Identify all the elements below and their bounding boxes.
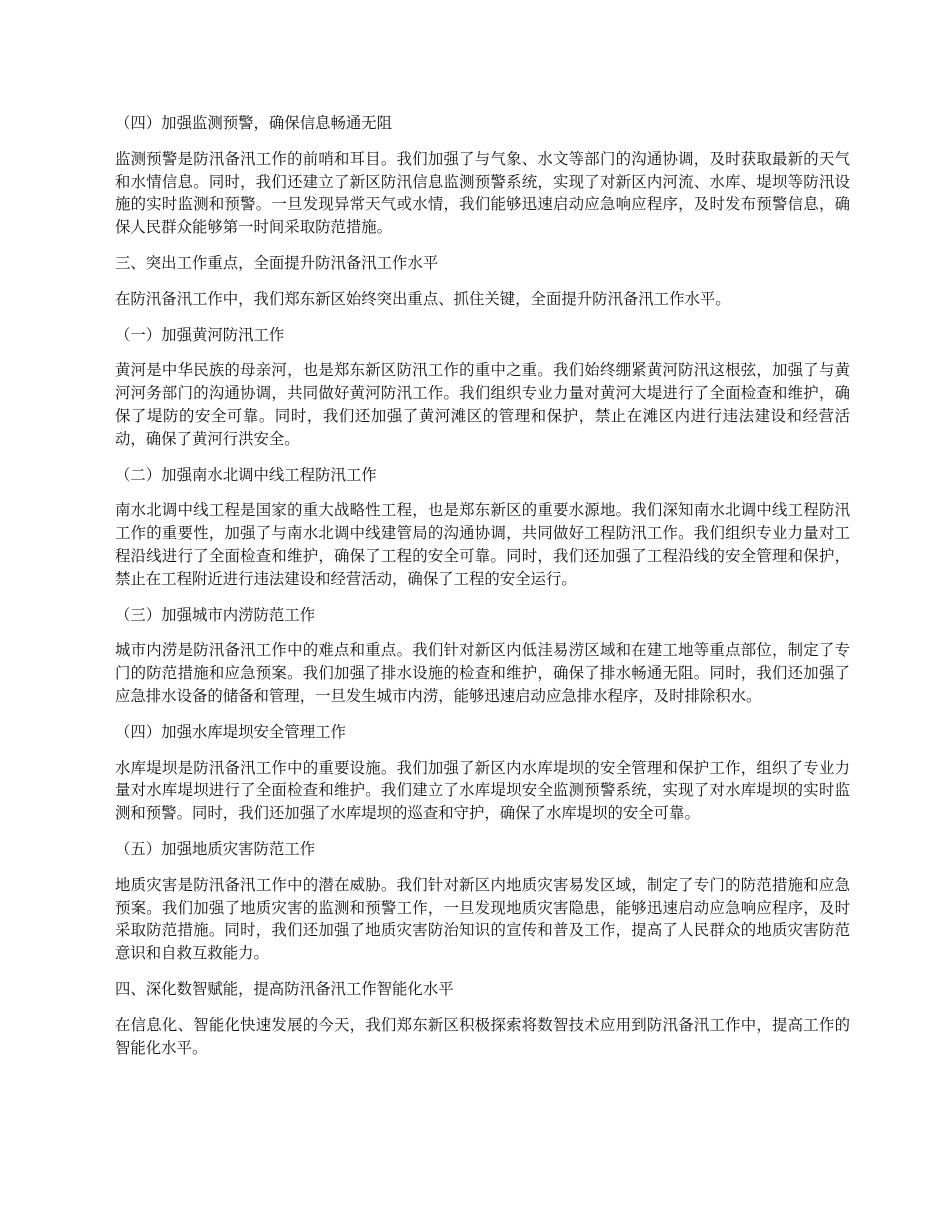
- section-heading-yellow-river: （一）加强黄河防汛工作: [115, 325, 285, 344]
- paragraph-yellow-river: 黄河是中华民族的母亲河，也是郑东新区防汛工作的重中之重。我们始终绷紧黄河防汛这根弦，加强了与黄河河务部门的沟通协调，共同做好黄河防汛工作。我们组织专业力量对黄河大堤进行了全面检查和维护，确保了堤防的安全可靠。同时，我们还加强了黄河滩区的管理和保护，禁止在滩区内进行违法建设和经营活动，确保了黄河行洪安全。: [115, 361, 850, 448]
- paragraph-monitoring: 监测预警是防汛备汛工作的前哨和耳目。我们加强了与气象、水文等部门的沟通协调，及时获取最新的天气和水情信息。同时，我们还建立了新区防汛信息监测预警系统，实现了对新区内河流、水库、堤坝等防汛设施的实时监测和预警。一旦发现异常天气或水情，我们能够迅速启动应急响应程序，及时发布预警信息，确保人民群众能够第一时间采取防范措施。: [115, 149, 850, 237]
- section-heading-monitoring: （四）加强监测预警，确保信息畅通无阻: [115, 114, 393, 132]
- section-heading-south-north-water: （二）加强南水北调中线工程防汛工作: [115, 465, 377, 484]
- document-body: [115, 112, 850, 1072]
- section-heading-reservoir-dam: （四）加强水库堤坝安全管理工作: [115, 722, 346, 741]
- paragraph-geological-disaster: 地质灾害是防汛备汛工作中的潜在威胁。我们针对新区内地质灾害易发区域，制定了专门的防范措施和应急预案。我们加强了地质灾害的监测和预警工作，一旦发现地质灾害隐患，能够迅速启动应急响应程序，及时采取防范措施。同时，我们还加强了地质灾害防治知识的宣传和普及工作，提高了人民群众的地质灾害防范意识和自救互救能力。: [115, 875, 850, 963]
- section-heading-geological-disaster: （五）加强地质灾害防范工作: [115, 839, 316, 858]
- paragraph-south-north-water: 南水北调中线工程是国家的重大战略性工程，也是郑东新区的重要水源地。我们深知南水北调中线工程防汛工作的重要性，加强了与南水北调中线建管局的沟通协调，共同做好工程防汛工作。我们组织专业力量对工程沿线进行了全面检查和维护，确保了工程的安全可靠。同时，我们还加强了工程沿线的安全管理和保护，禁止在工程附近进行违法建设和经营活动，确保了工程的安全运行。: [115, 501, 850, 588]
- section-heading-key-work: 三、突出工作重点，全面提升防汛备汛工作水平: [115, 253, 439, 272]
- paragraph-reservoir-dam: 水库堤坝是防汛备汛工作中的重要设施。我们加强了新区内水库堤坝的安全管理和保护工作，组织了专业力量对水库堤坝进行了全面检查和维护。我们建立了水库堤坝安全监测预警系统，实现了对水库堤坝的实时监测和预警。同时，我们还加强了水库堤坝的巡查和守护，确保了水库堤坝的安全可靠。: [115, 758, 850, 823]
- paragraph-digital-intelligence: 在信息化、智能化快速发展的今天，我们郑东新区积极探索将数智技术应用到防汛备汛工作中，提高工作的智能化水平。: [115, 1015, 850, 1057]
- paragraph-urban-waterlogging: 城市内涝是防汛备汛工作中的难点和重点。我们针对新区内低洼易涝区域和在建工地等重点部位，制定了专门的防范措施和应急预案。我们加强了排水设施的检查和维护，确保了排水畅通无阻。同时，我们还加强了应急排水设备的储备和管理，一旦发生城市内涝，能够迅速启动应急排水程序，及时排除积水。: [115, 641, 850, 705]
- paragraph-key-work-intro: 在防汛备汛工作中，我们郑东新区始终突出重点、抓住关键，全面提升防汛备汛工作水平。: [115, 289, 731, 308]
- section-heading-digital-intelligence: 四、深化数智赋能，提高防汛备汛工作智能化水平: [115, 979, 454, 998]
- section-heading-urban-waterlogging: （三）加强城市内涝防范工作: [115, 605, 316, 624]
